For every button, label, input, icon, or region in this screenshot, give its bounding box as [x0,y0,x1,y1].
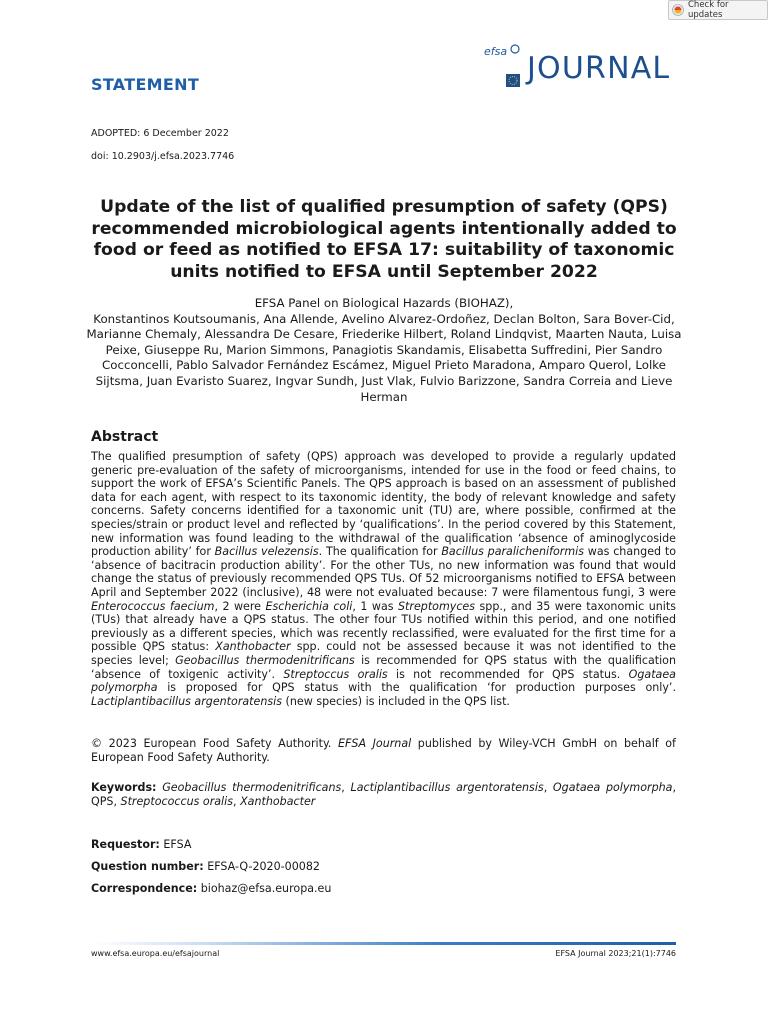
crossmark-icon [672,4,684,16]
keywords: Keywords: Geobacillus thermodenitrificans, Lactiplantibacillus argentoratensis, Ogataea polymorpha, QPS, Streptococcus oralis, Xanthobacter [91,781,676,808]
requestor: Requestor: EFSA [91,838,192,851]
logo-journal-text: JOURNAL [527,51,671,86]
copyright-notice: © 2023 European Food Safety Authority. EFSA Journal published by Wiley-VCH GmbH on behalf of European Food Safety Authority. [91,737,676,764]
adopted-date: ADOPTED: 6 December 2022 [91,128,229,139]
footer-journal-link[interactable]: www.efsa.europa.eu/efsajournal [91,949,220,958]
check-for-updates-label: Check for updates [688,0,729,20]
footer-divider [91,942,676,945]
check-for-updates-button[interactable] [668,0,768,20]
doi: doi: 10.2903/j.efsa.2023.7746 [91,151,235,162]
author-list [80,296,688,405]
correspondence-email-link[interactable]: biohaz@efsa.europa.eu [200,882,332,895]
logo-efsa-text: efsa [484,45,508,58]
footer-citation: EFSA Journal 2023;21(1):7746 [555,949,676,958]
correspondence: Correspondence: biohaz@efsa.europa.eu [91,882,332,895]
paper-title: Update of the list of qualified presumption of safety (QPS) recommended microbiological agents intentionally added to food or feed as notified to EFSA 17: suitability of taxonomic units notified to EFSA until September 2022 [91,197,677,282]
authors-names: Konstantinos Koutsoumanis, Ana Allende, Avelino Alvarez-Ordoñez, Declan Bolton, Sara Bover-Cid, Marianne Chemaly, Alessandra De Cesare, Friederike Hilbert, Roland Lindqvist, Maarten Nauta, Luisa Peixe, Giuseppe Ru, Marion Simmons, Panagiotis Skandamis, Elisabetta Suffredini, Pier Sandro Cocconcelli, Pablo Salvador Fernández Escámez, Miguel Prieto Maradona, Amparo Querol, Lolke Sijtsma, Juan Evaristo Suarez, Ingvar Sundh, Just Vlak, Fulvio Barizzone, Sandra Correia and Lieve Herman [86,311,682,404]
abstract-heading: Abstract [91,429,159,445]
panel-link[interactable]: EFSA Panel on Biological Hazards (BIOHAZ), [254,296,514,310]
section-type-label: STATEMENT [91,75,200,94]
keywords-label: Keywords: [91,781,157,794]
abstract-body: The qualified presumption of safety (QPS) approach was developed to provide a regularly updated generic pre-evaluation of the safety of microorganisms, intended for use in the food or feed chains, to support the work of EFSA’s Scientific Panels. The QPS approach is based on an assessment of published data for each agent, with respect to its taxonomic identity, the body of relevant knowledge and safety concerns. Safety concerns identified for a taxonomic unit (TU) are, where possible, confirmed at the species/strain or product level and reflected by ‘qualifications’. In the period covered by this Statement, new information was found leading to the withdrawal of the qualification ‘absence of aminoglycoside production ability’ for Bacillus velezensis. The qualification for Bacillus paralicheniformis was changed to ‘absence of bacitracin production ability’. For the other TUs, no new information was found that would change the status of previously recommended QPS TUs. Of 52 microorganisms notified to EFSA between April and September 2022 (inclusive), 48 were not evaluated because: 7 were filamentous fungi, 3 were Enterococcus faecium, 2 were Escherichia coli, 1 was Streptomyces spp., and 35 were taxonomic units (TUs) that already have a QPS status. The other four TUs notified within this period, and one notified previously as a different species, which was recently reclassified, were evaluated for the first time for a possible QPS status: Xanthobacter spp. could not be assessed because it was not identified to the species level; Geobacillus thermodenitrificans is recommended for QPS status with the qualification ‘absence of toxigenic activity’. Streptoccus oralis is not recommended for QPS status. Ogataea polymorpha is proposed for QPS status with the qualification ‘for production purposes only’. Lactiplantibacillus argentoratensis (new species) is included in the QPS list. [91,450,677,708]
question-number: Question number: EFSA-Q-2020-00082 [91,860,320,873]
